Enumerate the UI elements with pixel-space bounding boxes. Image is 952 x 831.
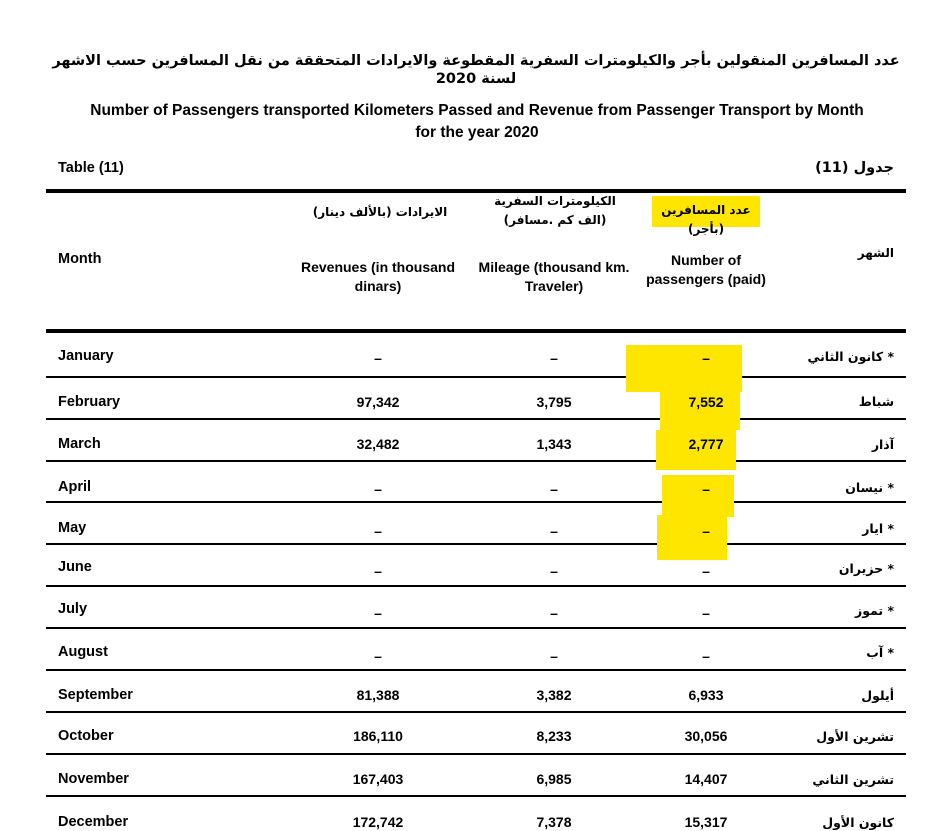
table-row: 3,382 [536, 687, 572, 703]
header-mileage-arabic-line1: الكيلومترات السفرية [494, 194, 616, 208]
table-row: 186,110 [353, 728, 403, 744]
table-row: 1,343 [536, 436, 572, 452]
header-passengers-arabic: عدد المسافرين (بأجر) [661, 203, 751, 236]
table-row: 167,403 [352, 771, 404, 787]
table-row: – [702, 481, 710, 497]
table-row: 30,056 [684, 728, 728, 744]
table-row: – [702, 605, 710, 621]
table-row: July [58, 601, 88, 617]
table-row: تشرين الأول [816, 729, 894, 744]
page-title-arabic: عدد المسافرين المنقولين بأجر والكيلومترات السفرية المقطوعة والايرادات المتحققة من نقل المسافرين حسب الاشهر لسنة 2020 [52, 53, 900, 88]
table-row: – [374, 523, 382, 539]
table-row: – [550, 523, 558, 539]
table-row: أيلول [861, 688, 894, 703]
table-row: * آب [866, 645, 894, 660]
table-row: – [702, 648, 710, 664]
row-divider [46, 418, 906, 420]
table-number-english: Table (11) [58, 160, 124, 176]
table-row: – [550, 648, 558, 664]
row-divider [46, 501, 906, 503]
table-row: 7,552 [688, 394, 724, 410]
header-revenues-english: Revenues (in thousand dinars) [300, 259, 456, 294]
table-number-arabic: جدول (11) [815, 160, 894, 176]
table-row: 15,317 [684, 814, 728, 830]
table-row: 14,407 [684, 771, 728, 787]
table-row: February [58, 394, 121, 410]
row-divider [46, 627, 906, 629]
table-header-border [46, 329, 906, 333]
row-divider [46, 795, 906, 797]
table-row: – [550, 350, 558, 366]
table-row: October [58, 728, 114, 744]
table-row: January [58, 348, 114, 364]
table-row: – [702, 563, 710, 579]
table-row: March [58, 436, 101, 452]
table-row: September [58, 687, 133, 703]
header-passengers-english: Number of passengers (paid) [646, 252, 766, 287]
table-row: – [374, 563, 382, 579]
row-divider [46, 585, 906, 587]
table-row: – [374, 648, 382, 664]
table-row: * تموز [855, 603, 894, 618]
table-row: May [58, 520, 87, 536]
table-row: 3,795 [536, 394, 572, 410]
table-row: December [58, 814, 129, 830]
page-title-english: Number of Passengers transported Kilometers Passed and Revenue from Passenger Transport by Month for the year 2020 [90, 102, 864, 142]
table-row: * نيسان [845, 480, 894, 495]
header-month-english: Month [58, 251, 102, 267]
table-row: 81,388 [356, 687, 400, 703]
row-divider [46, 543, 906, 545]
table-row: – [550, 605, 558, 621]
row-divider [46, 669, 906, 671]
table-row: – [374, 481, 382, 497]
table-row: June [58, 559, 92, 575]
table-row: 7,378 [536, 814, 572, 830]
table-row: November [58, 771, 129, 787]
table-row: – [550, 563, 558, 579]
header-revenues-arabic: الايرادات (بالألف دينار) [312, 205, 448, 219]
row-divider [46, 753, 906, 755]
table-row: * حزيران [838, 561, 894, 576]
table-row: كانون الأول [822, 815, 894, 830]
header-mileage-english: Mileage (thousand km. Traveler) [478, 259, 630, 294]
table-row: 6,933 [688, 687, 724, 703]
table-row: * كانون الثاني [807, 349, 894, 364]
table-row: August [58, 644, 108, 660]
header-mileage-arabic-line2: (الف كم .مسافر) [503, 212, 607, 227]
header-month-arabic: الشهر [857, 246, 894, 260]
table-row: – [550, 481, 558, 497]
table-row: – [374, 350, 382, 366]
table-row: تشرين الثاني [812, 772, 894, 787]
table-row: – [702, 523, 710, 539]
table-row: 6,985 [536, 771, 572, 787]
row-divider [46, 376, 906, 378]
table-row: 8,233 [536, 728, 572, 744]
table-row: 172,742 [352, 814, 404, 830]
row-divider [46, 711, 906, 713]
table-row: April [58, 479, 92, 495]
table-row: 2,777 [688, 436, 724, 452]
table-row: 97,342 [356, 394, 400, 410]
table-row: شباط [858, 394, 894, 409]
table-row: آذار [871, 437, 894, 452]
table-row: – [374, 605, 382, 621]
row-divider [46, 460, 906, 462]
table-row: – [702, 350, 710, 366]
table-row: 32,482 [356, 436, 400, 452]
table-row: * ايار [862, 521, 894, 536]
header-mileage-arabic [470, 192, 640, 229]
